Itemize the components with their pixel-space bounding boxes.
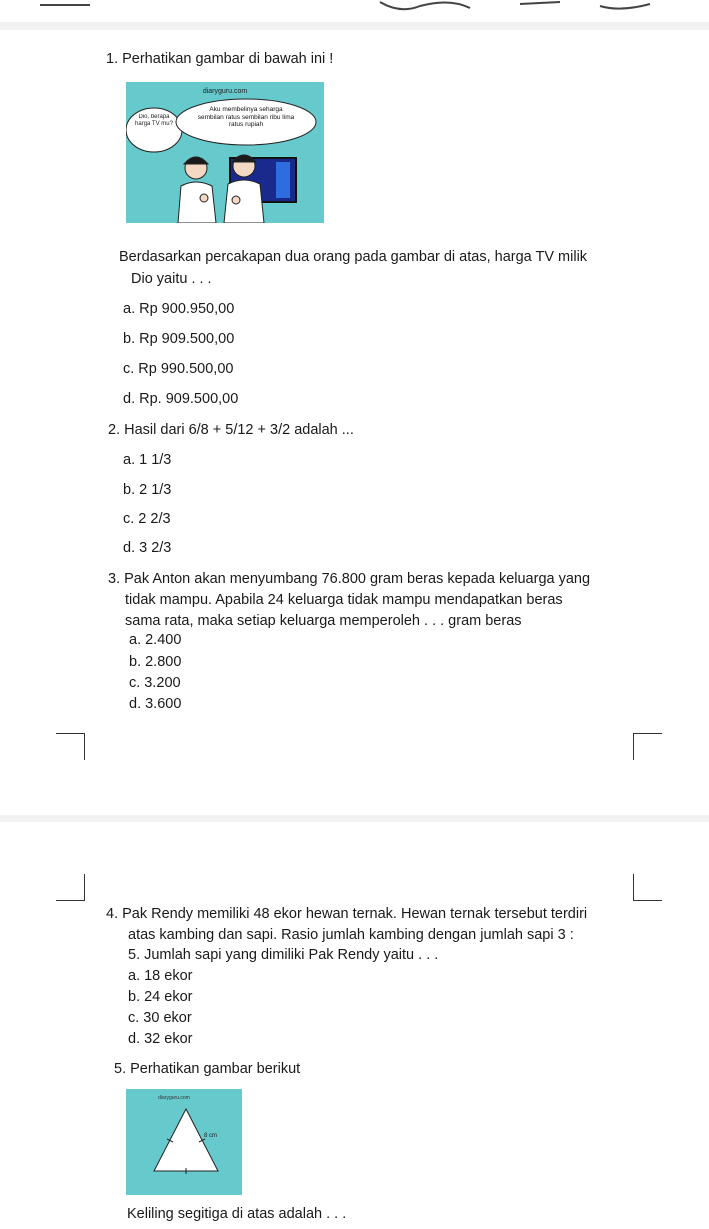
q1-conversation-image (126, 82, 324, 223)
q1-option-b: b. Rp 909.500,00 (123, 331, 235, 347)
triangle-side-label: 8 cm (204, 1133, 218, 1139)
q1-image-watermark: diaryguru.com (202, 88, 248, 95)
q3-line3: sama rata, maka setiap keluarga memperoleh . . . gram beras (125, 613, 522, 629)
crop-mark-bottom-right (633, 733, 662, 760)
bubble-right-text: Aku membelinya seharga sembilan ratus sembilan ribu lima ratus rupiah (197, 106, 295, 128)
q2-option-a: a. 1 1/3 (123, 452, 172, 468)
q3-option-b: b. 2.800 (129, 654, 182, 670)
q3-line1: 3. Pak Anton akan menyumbang 76.800 gram beras kepada keluarga yang (108, 571, 591, 587)
q4-option-d: d. 32 ekor (128, 1031, 193, 1047)
q2-option-b: b. 2 1/3 (123, 482, 172, 498)
q2-option-d: d. 3 2/3 (123, 540, 172, 556)
q4-option-b: b. 24 ekor (128, 989, 193, 1005)
q3-option-a: a. 2.400 (129, 632, 182, 648)
q3-option-d: d. 3.600 (129, 696, 182, 712)
q4-line1: 4. Pak Rendy memiliki 48 ekor hewan ternak. Hewan ternak tersebut terdiri (106, 906, 588, 922)
worksheet-page-1 (0, 30, 709, 815)
previous-page-edge (0, 0, 709, 22)
q4-option-a: a. 18 ekor (128, 968, 193, 984)
q5-image-watermark: diaryguru.com (158, 1095, 190, 1101)
q4-option-c: c. 30 ekor (128, 1010, 192, 1026)
q5-title: 5. Perhatikan gambar berikut (114, 1061, 301, 1077)
q1-option-c: c. Rp 990.500,00 (123, 361, 234, 377)
worksheet-page-2 (0, 822, 709, 1229)
handwriting-scribble (0, 0, 709, 22)
equilateral-triangle (154, 1109, 218, 1171)
q1-text-line2: Dio yaitu . . . (131, 271, 212, 287)
q4-line2: atas kambing dan sapi. Rasio jumlah kambing dengan jumlah sapi 3 : (128, 927, 574, 943)
q1-title: 1. Perhatikan gambar di bawah ini ! (106, 51, 334, 67)
q4-line3: 5. Jumlah sapi yang dimiliki Pak Rendy yaitu . . . (128, 947, 439, 963)
q1-option-d: d. Rp. 909.500,00 (123, 391, 239, 407)
crop-mark-top-right (633, 874, 662, 901)
q3-line2: tidak mampu. Apabila 24 keluarga tidak mampu mendapatkan beras (125, 592, 563, 608)
crop-mark-top-left (56, 874, 85, 901)
q3-option-c: c. 3.200 (129, 675, 181, 691)
crop-mark-bottom-left (56, 733, 85, 760)
q2-option-c: c. 2 2/3 (123, 511, 171, 527)
q5-triangle-image (126, 1089, 242, 1195)
q5-question: Keliling segitiga di atas adalah . . . (127, 1206, 347, 1222)
person-dio (178, 157, 216, 223)
q1-text-line1: Berdasarkan percakapan dua orang pada gambar di atas, harga TV milik (119, 249, 588, 265)
bubble-left-text: Dio, berapa harga TV mu? (135, 114, 173, 127)
q2-title: 2. Hasil dari 6/8 + 5/12 + 3/2 adalah ... (108, 422, 354, 438)
q1-option-a: a. Rp 900.950,00 (123, 301, 235, 317)
